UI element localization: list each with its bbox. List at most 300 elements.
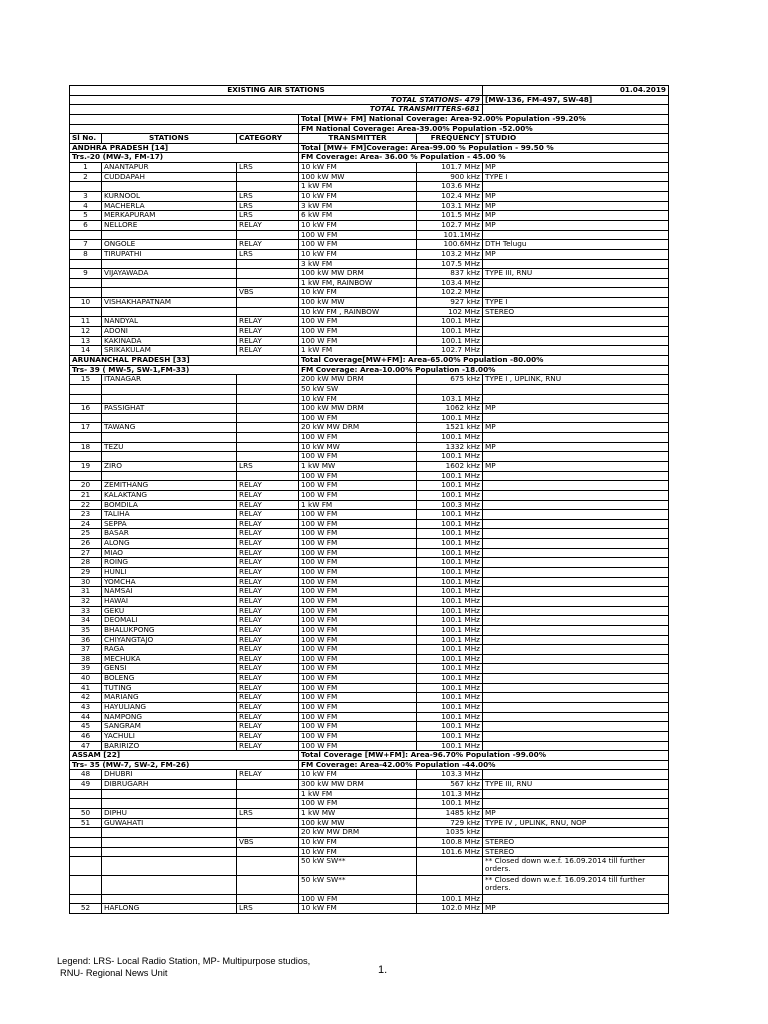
station-name: DHUBRI [102,770,237,780]
station-transmitter: 100 W FM [299,510,417,520]
station-name: TUTING [102,683,237,693]
station-category [237,423,299,433]
station-row [70,384,669,394]
col-header-frequency: FREQUENCY [417,134,483,144]
station-slno: 14 [70,346,102,356]
station-studio [483,288,669,298]
station-category [237,847,299,857]
state-trs-row [70,760,669,770]
station-slno: 7 [70,240,102,250]
station-transmitter: 100 W FM [299,674,417,684]
station-name [102,789,237,799]
station-frequency: 100.1 MHz [417,683,483,693]
station-name [102,847,237,857]
station-transmitter: 100 W FM [299,664,417,674]
station-slno: 25 [70,529,102,539]
total-transmitters: TOTAL TRANSMITTERS-681 [70,105,483,115]
station-frequency: 100.6MHz [417,240,483,250]
station-row [70,770,669,780]
station-slno: 4 [70,201,102,211]
station-row [70,616,669,626]
station-row [70,394,669,404]
state-name: ARUNANCHAL PRADESH [33] [70,355,299,365]
station-row [70,539,669,549]
station-name: VIJAYAWADA [102,269,237,279]
station-name: DEOMALI [102,616,237,626]
col-header-studio: STUDIO [483,134,669,144]
station-slno: 43 [70,703,102,713]
station-name: SRIKAKULAM [102,346,237,356]
state-coverage-fm: FM Coverage: Area- 36.00 % Population - 45.00 % [299,153,669,163]
station-studio: TYPE I [483,298,669,308]
station-studio: MP [483,809,669,819]
state-name: ANDHRA PRADESH [14] [70,143,299,153]
station-studio: STEREO [483,307,669,317]
station-row [70,220,669,230]
station-category: RELAY [237,741,299,751]
station-name: BOMDILA [102,500,237,510]
station-name: VISHAKHAPATNAM [102,298,237,308]
station-name: MACHERLA [102,201,237,211]
state-transmitters: Trs- 39 ( MW-5, SW-1,FM-33) [70,365,299,375]
station-frequency: 100.1 MHz [417,606,483,616]
col-header-transmitter: TRANSMITTER [299,134,417,144]
station-category: RELAY [237,712,299,722]
station-category [237,413,299,423]
station-studio [483,317,669,327]
station-studio [483,519,669,529]
station-studio: MP [483,904,669,914]
station-frequency: 675 kHz [417,375,483,385]
station-transmitter: 3 kW FM [299,259,417,269]
station-frequency: 102.7 MHz [417,346,483,356]
station-studio [483,490,669,500]
col-header-stations: STATIONS [102,134,237,144]
station-studio [483,433,669,443]
station-frequency: 1521 kHz [417,423,483,433]
station-frequency: 100.1 MHz [417,481,483,491]
station-frequency: 1332 kHz [417,442,483,452]
station-frequency: 100.1 MHz [417,452,483,462]
station-category: RELAY [237,490,299,500]
station-transmitter: 20 kW MW DRM [299,423,417,433]
station-slno [70,837,102,847]
station-transmitter: 10 kW FM [299,288,417,298]
station-category: RELAY [237,703,299,713]
station-category: RELAY [237,336,299,346]
station-frequency: 100.1 MHz [417,539,483,549]
station-name: MECHUKA [102,654,237,664]
station-category: RELAY [237,606,299,616]
document-date: 01.04.2019 [483,86,669,96]
station-frequency: 102 MHz [417,307,483,317]
station-slno: 30 [70,577,102,587]
station-category: RELAY [237,558,299,568]
station-row [70,712,669,722]
station-row [70,500,669,510]
station-studio [483,596,669,606]
station-transmitter: 1 kW MW [299,461,417,471]
station-studio: ** Closed down w.e.f. 16.09.2014 till further orders. [483,875,669,894]
station-frequency: 100.1 MHz [417,674,483,684]
station-row [70,809,669,819]
station-category: RELAY [237,240,299,250]
station-slno: 39 [70,664,102,674]
station-transmitter: 100 W FM [299,712,417,722]
station-frequency: 102.4 MHz [417,192,483,202]
station-studio [483,481,669,491]
station-row [70,317,669,327]
station-row [70,568,669,578]
station-transmitter: 10 kW FM [299,249,417,259]
station-row [70,259,669,269]
station-row [70,182,669,192]
station-frequency: 100.1 MHz [417,654,483,664]
station-row [70,664,669,674]
station-slno: 15 [70,375,102,385]
document-title: EXISTING AIR STATIONS [70,86,483,96]
station-name: TEZU [102,442,237,452]
station-slno: 49 [70,780,102,790]
station-name: MERKAPURAM [102,211,237,221]
station-transmitter: 10 kW FM [299,163,417,173]
station-frequency: 103.1 MHz [417,394,483,404]
station-category: RELAY [237,519,299,529]
station-studio: MP [483,163,669,173]
station-frequency: 100.1 MHz [417,664,483,674]
station-transmitter: 1 kW FM, RAINBOW [299,278,417,288]
station-transmitter: 100 kW MW [299,172,417,182]
station-name: ALONG [102,539,237,549]
station-frequency: 103.1 MHz [417,201,483,211]
station-row [70,558,669,568]
station-name: BASAR [102,529,237,539]
station-transmitter: 100 W FM [299,336,417,346]
station-name: NAMPONG [102,712,237,722]
station-category: RELAY [237,539,299,549]
station-row [70,722,669,732]
station-category: VBS [237,288,299,298]
station-row [70,625,669,635]
station-studio [483,500,669,510]
station-studio: ** Closed down w.e.f. 16.09.2014 till further orders. [483,857,669,876]
station-frequency: 102.2 MHz [417,288,483,298]
station-transmitter: 100 W FM [299,625,417,635]
station-slno: 48 [70,770,102,780]
station-name: ZIRO [102,461,237,471]
station-frequency: 101.3 MHz [417,789,483,799]
station-slno: 29 [70,568,102,578]
station-row [70,249,669,259]
station-category [237,384,299,394]
station-studio: TYPE I [483,172,669,182]
state-trs-row [70,365,669,375]
station-name: ITANAGAR [102,375,237,385]
station-category: RELAY [237,510,299,520]
station-row [70,172,669,182]
station-transmitter: 300 kW MW DRM [299,780,417,790]
station-category [237,875,299,894]
station-slno [70,384,102,394]
station-slno [70,847,102,857]
station-transmitter: 10 kW FM , RAINBOW [299,307,417,317]
station-name [102,875,237,894]
col-header-slno: Sl No. [70,134,102,144]
state-coverage-total: Total Coverage [MW+FM]: Area-96.70% Population -99.00% [299,751,669,761]
legend-line-2: RNU- Regional News Unit [60,967,168,978]
station-transmitter: 100 W FM [299,317,417,327]
station-row [70,413,669,423]
station-row [70,307,669,317]
station-frequency: 100.1 MHz [417,558,483,568]
station-studio [483,789,669,799]
station-category: LRS [237,461,299,471]
station-frequency: 102.0 MHz [417,904,483,914]
station-slno: 50 [70,809,102,819]
legend [57,956,310,979]
total-stations-row [70,95,669,105]
station-studio [483,712,669,722]
station-name: GUWAHATI [102,818,237,828]
station-transmitter: 100 W FM [299,703,417,713]
station-frequency: 100.1 MHz [417,548,483,558]
station-name: TAWANG [102,423,237,433]
station-name: MARIANG [102,693,237,703]
station-studio [483,384,669,394]
station-row [70,327,669,337]
station-frequency: 100.1 MHz [417,471,483,481]
station-slno: 8 [70,249,102,259]
station-slno: 33 [70,606,102,616]
station-transmitter: 1 kW MW [299,809,417,819]
station-studio: DTH Telugu [483,240,669,250]
station-frequency: 103.3 MHz [417,770,483,780]
station-transmitter: 100 W FM [299,577,417,587]
station-row [70,799,669,809]
station-slno: 38 [70,654,102,664]
station-transmitter: 10 kW FM [299,847,417,857]
station-transmitter: 10 kW FM [299,837,417,847]
station-transmitter: 100 kW MW DRM [299,269,417,279]
station-frequency: 100.1 MHz [417,490,483,500]
station-slno: 13 [70,336,102,346]
station-frequency: 100.1 MHz [417,433,483,443]
station-frequency: 100.1 MHz [417,722,483,732]
station-category: LRS [237,192,299,202]
station-transmitter: 1 kW FM [299,182,417,192]
station-studio [483,799,669,809]
station-slno: 19 [70,461,102,471]
station-name [102,828,237,838]
station-name: TALIHA [102,510,237,520]
station-transmitter: 100 W FM [299,587,417,597]
station-frequency: 900 kHz [417,172,483,182]
station-name: ANANTAPUR [102,163,237,173]
station-category: RELAY [237,635,299,645]
station-category: RELAY [237,327,299,337]
station-slno: 20 [70,481,102,491]
station-row [70,683,669,693]
station-frequency: 1602 kHz [417,461,483,471]
air-stations-table [69,85,669,914]
station-row [70,587,669,597]
station-frequency: 101.1MHz [417,230,483,240]
station-frequency [417,384,483,394]
station-transmitter: 20 kW MW DRM [299,828,417,838]
station-frequency: 100.1 MHz [417,510,483,520]
station-slno: 26 [70,539,102,549]
station-row [70,875,669,894]
station-slno: 10 [70,298,102,308]
station-studio [483,693,669,703]
station-studio [483,394,669,404]
station-slno: 41 [70,683,102,693]
station-studio: MP [483,192,669,202]
station-frequency [417,875,483,894]
station-category: RELAY [237,654,299,664]
station-name: DIBRUGARH [102,780,237,790]
station-slno: 42 [70,693,102,703]
station-category: LRS [237,201,299,211]
station-category: RELAY [237,693,299,703]
station-transmitter: 100 W FM [299,596,417,606]
station-studio [483,558,669,568]
station-frequency: 100.1 MHz [417,799,483,809]
station-name: ONGOLE [102,240,237,250]
station-name: CHIYANGTAJO [102,635,237,645]
station-slno: 18 [70,442,102,452]
station-transmitter: 100 W FM [299,606,417,616]
station-row [70,693,669,703]
station-slno: 46 [70,731,102,741]
station-transmitter: 50 kW SW [299,384,417,394]
station-name: GENSI [102,664,237,674]
station-name: RAGA [102,645,237,655]
station-row [70,519,669,529]
station-studio: MP [483,220,669,230]
station-transmitter: 100 kW MW DRM [299,404,417,414]
station-row [70,375,669,385]
station-row [70,278,669,288]
station-frequency: 100.1 MHz [417,587,483,597]
station-category: RELAY [237,596,299,606]
station-name: YOMCHA [102,577,237,587]
station-frequency: 100.3 MHz [417,500,483,510]
station-slno: 21 [70,490,102,500]
station-transmitter: 100 W FM [299,683,417,693]
station-name: HAFLONG [102,904,237,914]
station-studio [483,645,669,655]
station-category [237,172,299,182]
station-studio [483,731,669,741]
station-row [70,548,669,558]
station-category [237,442,299,452]
station-frequency: 567 kHz [417,780,483,790]
station-frequency: 100.1 MHz [417,635,483,645]
national-coverage-total: Total [MW+ FM] National Coverage: Area-92.00% Population -99.20% [299,114,669,124]
station-transmitter: 100 W FM [299,471,417,481]
station-studio: TYPE III, RNU [483,269,669,279]
station-transmitter: 100 W FM [299,635,417,645]
state-coverage-fm: FM Coverage: Area-42.00% Population -44.00% [299,760,669,770]
station-category [237,818,299,828]
station-row [70,433,669,443]
station-row [70,645,669,655]
station-row [70,731,669,741]
station-studio [483,182,669,192]
station-slno: 11 [70,317,102,327]
station-studio [483,510,669,520]
station-name [102,433,237,443]
station-slno: 2 [70,172,102,182]
station-frequency: 100.1 MHz [417,703,483,713]
station-name: DIPHU [102,809,237,819]
station-slno: 37 [70,645,102,655]
station-frequency: 1062 kHz [417,404,483,414]
station-category: RELAY [237,770,299,780]
station-category: RELAY [237,317,299,327]
station-row [70,230,669,240]
station-slno: 6 [70,220,102,230]
station-transmitter: 10 kW MW [299,442,417,452]
station-category: RELAY [237,220,299,230]
station-studio [483,606,669,616]
national-coverage-total-row [70,114,669,124]
station-studio: MP [483,211,669,221]
station-slno: 28 [70,558,102,568]
station-frequency: 729 kHz [417,818,483,828]
station-slno [70,278,102,288]
station-studio: STEREO [483,847,669,857]
station-name: TIRUPATHI [102,249,237,259]
station-row [70,828,669,838]
station-name [102,837,237,847]
station-name: KALAKTANG [102,490,237,500]
station-name [102,278,237,288]
station-transmitter: 100 W FM [299,481,417,491]
station-row [70,818,669,828]
station-name: GEKU [102,606,237,616]
station-slno: 31 [70,587,102,597]
state-coverage-total: Total Coverage[MW+FM]: Area-65.00% Population -80.00% [299,355,669,365]
station-frequency: 100.1 MHz [417,596,483,606]
station-studio [483,722,669,732]
station-studio: MP [483,461,669,471]
station-name: PASSIGHAT [102,404,237,414]
station-row [70,404,669,414]
station-category: RELAY [237,587,299,597]
station-frequency: 100.1 MHz [417,568,483,578]
station-transmitter: 100 W FM [299,327,417,337]
total-transmitters-row [70,105,669,115]
station-transmitter: 100 W FM [299,519,417,529]
station-studio: MP [483,442,669,452]
station-name: BHALUKPONG [102,625,237,635]
legend-line-1: Legend: LRS- Local Radio Station, MP- Multipurpose studios, [57,956,311,966]
station-category: VBS [237,837,299,847]
station-studio [483,548,669,558]
station-transmitter: 100 W FM [299,693,417,703]
station-row [70,837,669,847]
station-frequency: 100.1 MHz [417,577,483,587]
station-transmitter: 100 W FM [299,539,417,549]
station-transmitter: 100 W FM [299,731,417,741]
station-row [70,163,669,173]
station-slno: 22 [70,500,102,510]
station-frequency: 1485 kHz [417,809,483,819]
station-frequency: 837 kHz [417,269,483,279]
station-category: LRS [237,809,299,819]
